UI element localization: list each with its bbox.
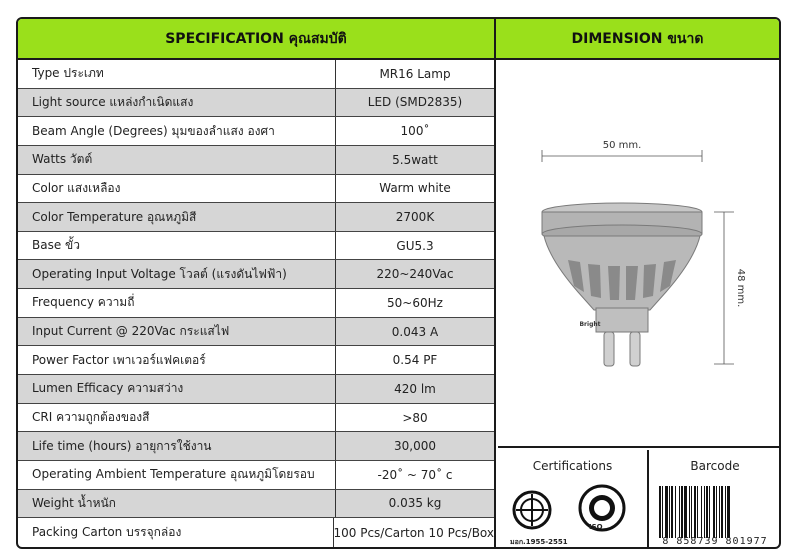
spec-row [18,117,494,146]
barcode-number: 8 858739 801977 [662,536,768,547]
spec-value: 100 Pcs/Carton 10 Pcs/Box [333,525,494,540]
mr16-lamp-icon [542,203,702,366]
spec-value: 0.54 PF [392,353,438,368]
spec-value: 30,000 [394,439,436,454]
spec-label: Power Factor เพาเวอร์แฟคเตอร์ [18,346,336,374]
spec-row [18,146,494,175]
spec-row [18,89,494,118]
width-label: 50 mm. [602,140,642,151]
spec-label: Color Temperature อุณหภูมิสี [18,203,336,231]
spec-row [18,490,494,519]
dimension-title: DIMENSION ขนาด [571,30,704,47]
standard-number: มอก.1955-2551 [510,538,568,546]
barcode-panel [651,450,779,547]
spec-row [18,346,494,375]
spec-row [18,232,494,261]
spec-value: -20˚ ~ 70˚ c [377,467,453,482]
certifications-panel [498,450,649,547]
spec-value: 0.035 kg [388,496,442,511]
spec-value: >80 [402,410,428,425]
spec-label: Input Current @ 220Vac กระแสไฟ [18,318,336,346]
spec-value: 0.043 A [391,324,439,339]
spec-label: Life time (hours) อายุการใช้งาน [18,432,336,460]
specification-table [18,60,496,547]
spec-row [18,203,494,232]
spec-value: 5.5watt [392,152,438,167]
spec-sheet [16,17,781,549]
spec-label: Operating Input Voltage โวลต์ (แรงดันไฟฟ้า) [18,260,336,288]
spec-label: Lumen Efficacy ความสว่าง [18,375,336,403]
spec-label: Watts วัตต์ [18,146,336,174]
spec-value: 220~240Vac [376,267,454,282]
tisi-standard-icon [514,492,550,528]
spec-row [18,289,494,318]
spec-value: GU5.3 [396,238,434,253]
spec-label: Color แสงเหลือง [18,175,336,203]
spec-label: Light source แหล่งกำเนิดแสง [18,89,336,117]
specification-title: SPECIFICATION คุณสมบัติ [18,19,496,58]
barcode-bars [659,486,781,538]
spec-value: 2700K [395,210,435,225]
spec-row [18,375,494,404]
spec-value: 100˚ [400,124,430,139]
spec-row [18,432,494,461]
spec-row [18,518,494,547]
dimension-panel [498,60,779,448]
spec-label: Packing Carton บรรจุกล่อง [18,518,334,547]
spec-value: 50~60Hz [387,295,443,310]
spec-label: Frequency ความถี่ [18,289,336,317]
spec-label: Base ขั้ว [18,232,336,260]
spec-row [18,260,494,289]
spec-label: Beam Angle (Degrees) มุมของลำแสง องศา [18,117,336,145]
iso-label: ISO [589,523,603,531]
header-bar [18,19,779,60]
spec-value: LED (SMD2835) [367,95,463,110]
spec-label: CRI ความถูกต้องของสี [18,404,336,432]
spec-row [18,461,494,490]
spec-label: Operating Ambient Temperature อุณหภูมิโดยรอบ [18,461,336,489]
spec-value: Warm white [379,181,451,196]
spec-row [18,318,494,347]
height-label: 48 mm. [735,268,746,308]
certifications-title: Certifications [532,459,613,473]
lamp-dimension-drawing [498,60,781,446]
barcode-bar [730,486,731,538]
spec-row [18,175,494,204]
spec-label: Type ประเภท [18,60,336,88]
spec-label: Weight น้ำหนัก [18,490,336,518]
spec-value: MR16 Lamp [379,66,451,81]
spec-row [18,60,494,89]
barcode-title: Barcode [690,459,740,473]
lamp-brand-mark: Bright [579,321,601,328]
spec-value: 420 lm [394,381,436,396]
spec-row [18,404,494,433]
